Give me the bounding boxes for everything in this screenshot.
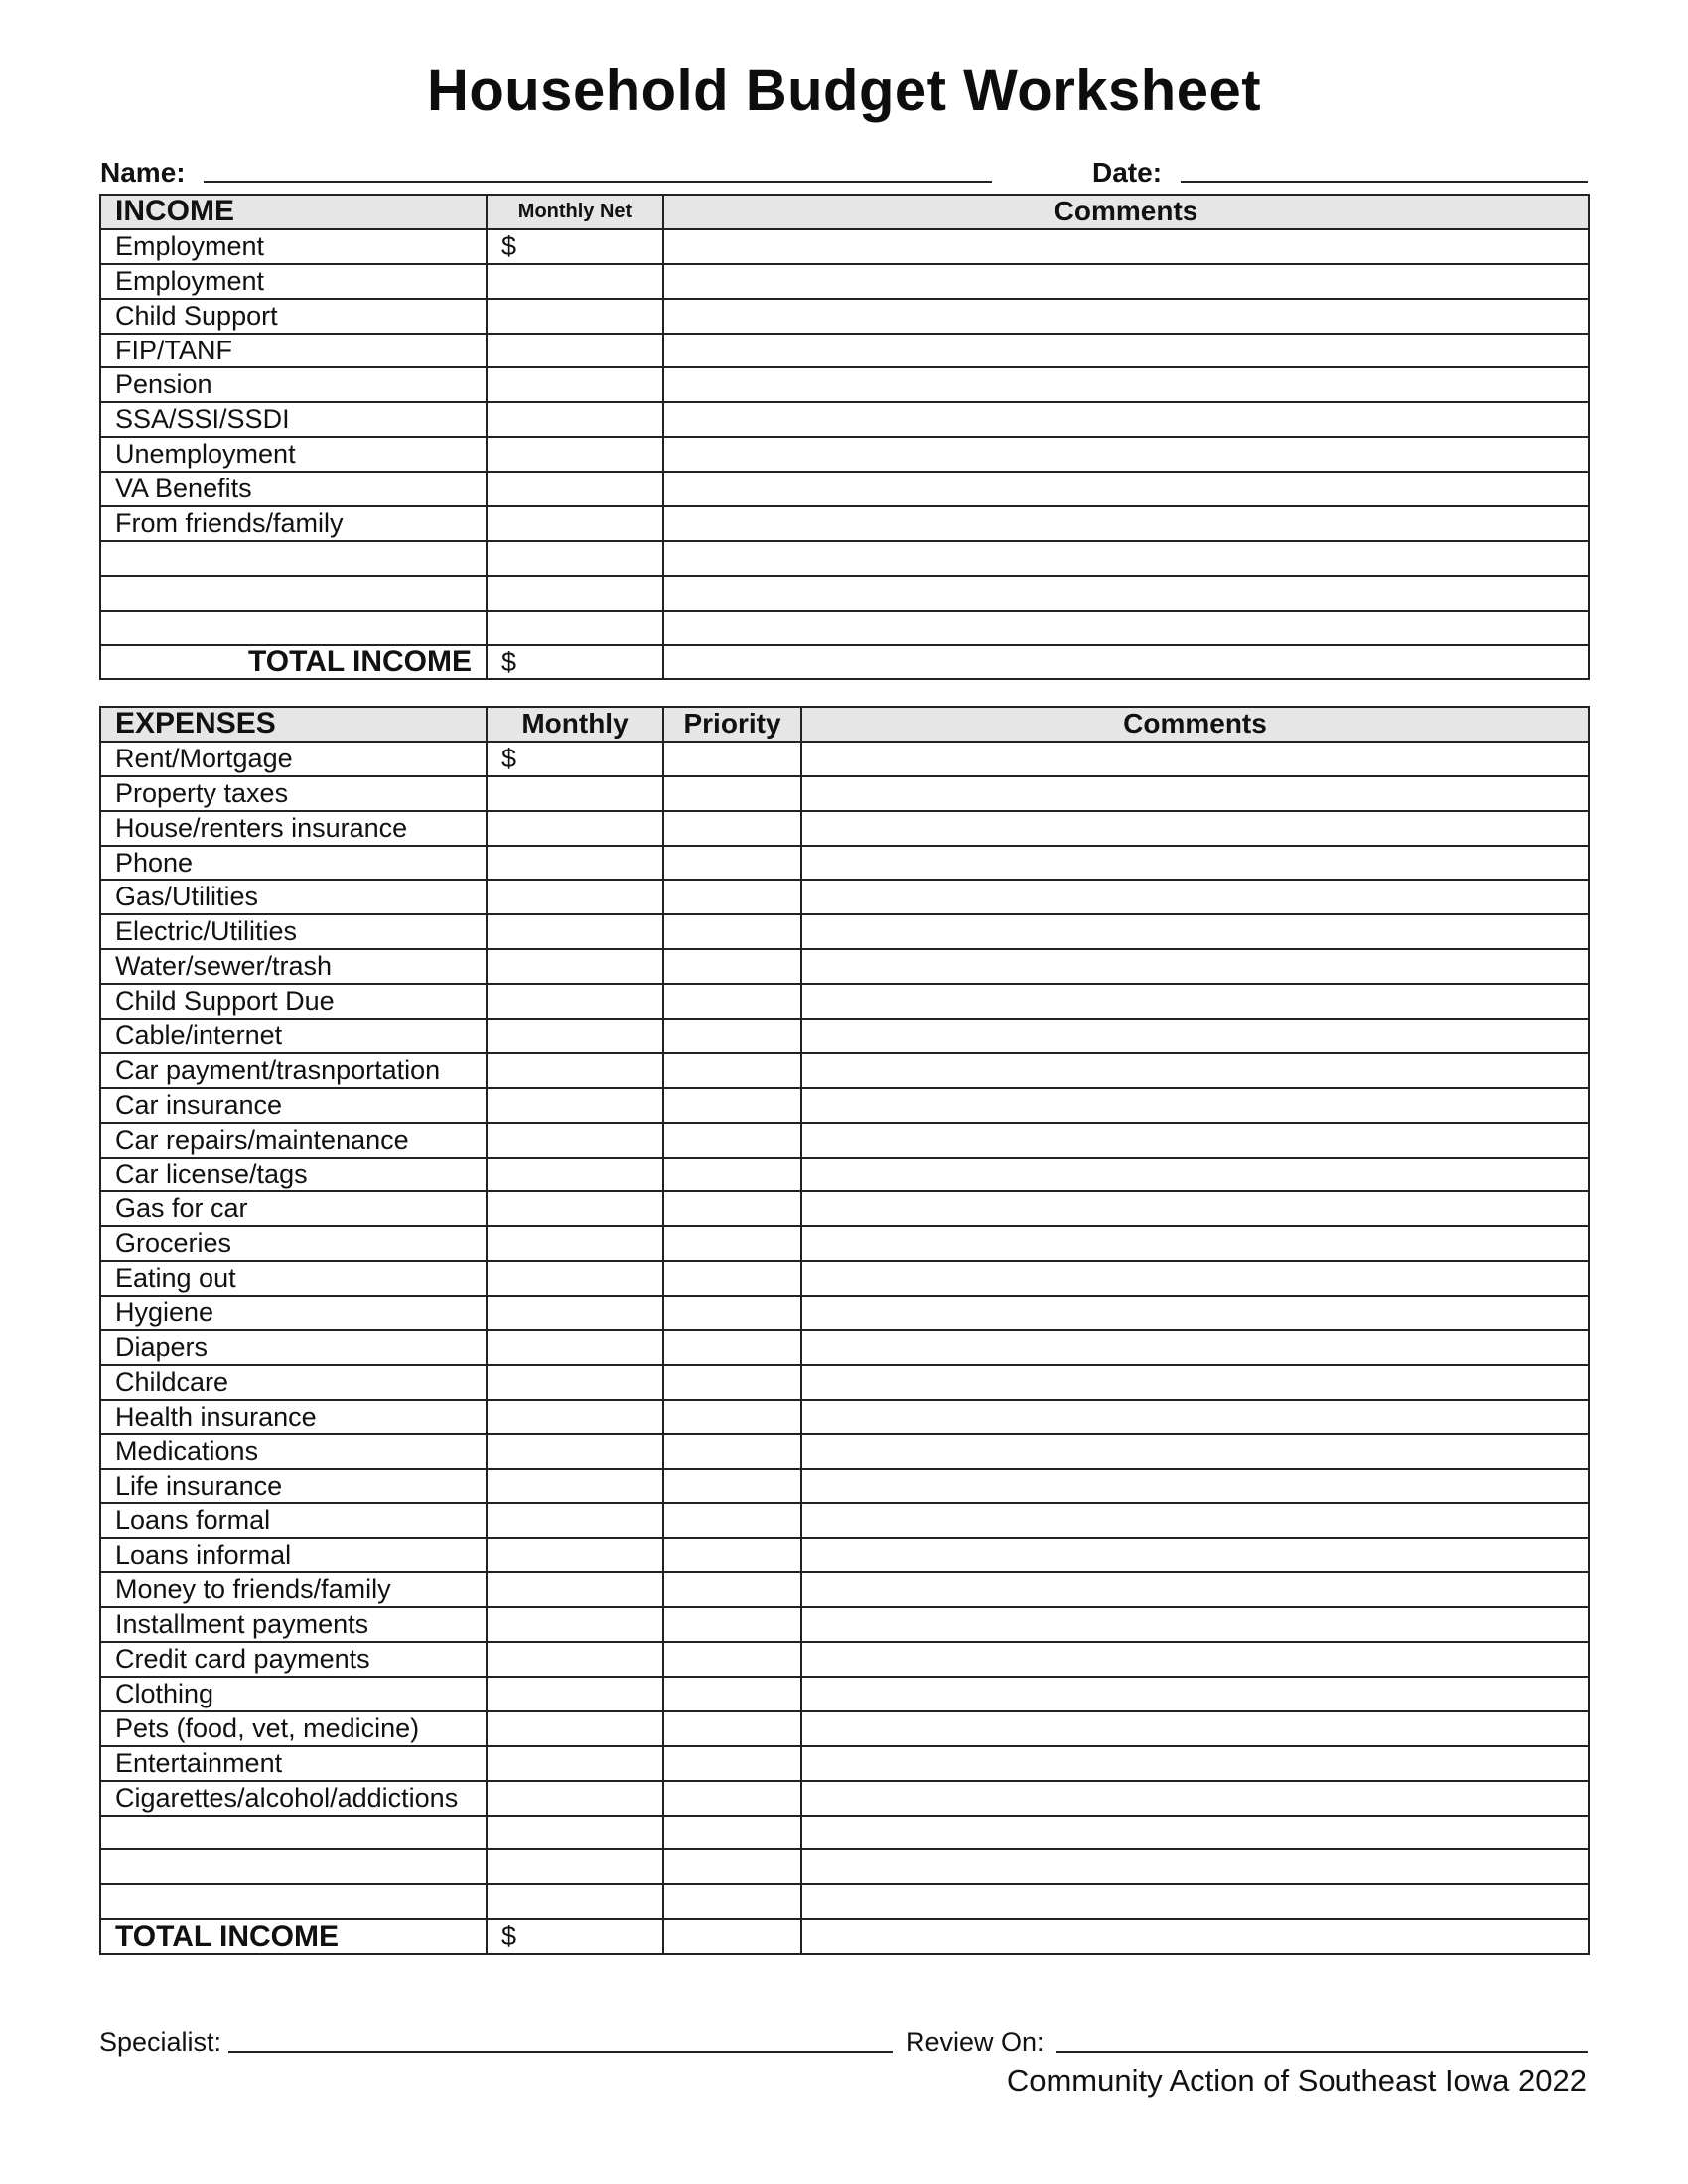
expense-row-label: Hygiene — [100, 1296, 487, 1330]
expense-priority-field[interactable] — [663, 1434, 801, 1469]
expense-comments-field[interactable] — [801, 1711, 1589, 1746]
expense-row — [100, 1296, 1589, 1330]
expense-row-label: Pets (food, vet, medicine) — [100, 1711, 487, 1746]
expense-row — [100, 1711, 1589, 1746]
expense-amount-field[interactable] — [487, 1019, 663, 1053]
expenses-section-label: EXPENSES — [100, 707, 487, 742]
expense-comments-field[interactable] — [801, 1019, 1589, 1053]
footer-organization: Community Action of Southeast Iowa 2022 — [1006, 2063, 1587, 2098]
expense-row-label: Electric/Utilities — [100, 914, 487, 949]
expense-row — [100, 1816, 1589, 1850]
expense-comments-field[interactable] — [801, 1296, 1589, 1330]
expense-amount-field[interactable] — [487, 1434, 663, 1469]
income-row-label: Unemployment — [100, 437, 487, 472]
expense-row-label: Diapers — [100, 1330, 487, 1365]
expense-row — [100, 914, 1589, 949]
expenses-header-row — [100, 707, 1589, 742]
expense-row — [100, 949, 1589, 984]
income-row-label: From friends/family — [100, 506, 487, 541]
expense-row-label: Groceries — [100, 1226, 487, 1261]
expense-row — [100, 1781, 1589, 1816]
income-row-label: VA Benefits — [100, 472, 487, 506]
expense-amount-field[interactable] — [487, 1781, 663, 1816]
expense-row-label: Loans formal — [100, 1503, 487, 1538]
expense-row-label — [100, 1816, 487, 1850]
expense-row-label: Gas for car — [100, 1191, 487, 1226]
expense-priority-field[interactable] — [663, 1538, 801, 1572]
expense-priority-field[interactable] — [663, 1158, 801, 1192]
income-amount-field[interactable] — [487, 264, 663, 299]
expense-row — [100, 1330, 1589, 1365]
income-amount-field[interactable] — [487, 472, 663, 506]
expense-comments-field[interactable] — [801, 742, 1589, 776]
expense-comments-field[interactable] — [801, 776, 1589, 811]
expense-row-label: Installment payments — [100, 1607, 487, 1642]
name-field[interactable] — [204, 181, 992, 183]
expense-comments-field[interactable] — [801, 1158, 1589, 1192]
expense-total-label: TOTAL INCOME — [100, 1919, 487, 1954]
date-field[interactable] — [1181, 181, 1588, 183]
income-comments-field[interactable] — [663, 367, 1589, 402]
expense-amount-field[interactable] — [487, 1053, 663, 1088]
expense-row — [100, 776, 1589, 811]
expense-row — [100, 1642, 1589, 1677]
expense-amount-field[interactable] — [487, 1884, 663, 1919]
income-amount-field[interactable] — [487, 367, 663, 402]
expense-row — [100, 1746, 1589, 1781]
expense-amount-field[interactable] — [487, 811, 663, 846]
expense-row — [100, 984, 1589, 1019]
date-label: Date: — [1092, 157, 1163, 188]
expense-row-label: Health insurance — [100, 1400, 487, 1434]
expense-priority-field[interactable] — [663, 1191, 801, 1226]
income-amount-field[interactable] — [487, 541, 663, 576]
expense-amount-field[interactable] — [487, 1365, 663, 1400]
income-row-label: Pension — [100, 367, 487, 402]
expense-row — [100, 742, 1589, 776]
expense-row-label — [100, 1849, 487, 1884]
expense-amount-field[interactable] — [487, 846, 663, 881]
income-amount-field[interactable] — [487, 437, 663, 472]
income-row — [100, 402, 1589, 437]
expense-comments-field[interactable] — [801, 1642, 1589, 1677]
income-row-label: SSA/SSI/SSDI — [100, 402, 487, 437]
expense-comments-field[interactable] — [801, 880, 1589, 914]
expense-priority-field[interactable] — [663, 1123, 801, 1158]
expense-row-label: Car insurance — [100, 1088, 487, 1123]
expense-comments-field[interactable] — [801, 984, 1589, 1019]
expense-priority-field[interactable] — [663, 1503, 801, 1538]
expense-priority-field[interactable] — [663, 742, 801, 776]
expense-row — [100, 846, 1589, 881]
income-row-label — [100, 576, 487, 611]
expense-row-label: Water/sewer/trash — [100, 949, 487, 984]
expense-priority-field[interactable] — [663, 1019, 801, 1053]
monthly-header: Monthly — [487, 707, 663, 742]
expense-row — [100, 1607, 1589, 1642]
expense-total-amount-field[interactable]: $ — [487, 1919, 663, 1954]
expense-amount-field[interactable] — [487, 1191, 663, 1226]
expense-row — [100, 1226, 1589, 1261]
income-comments-field[interactable] — [663, 472, 1589, 506]
expense-comments-field[interactable] — [801, 1849, 1589, 1884]
expense-comments-field[interactable] — [801, 1400, 1589, 1434]
expense-row — [100, 1365, 1589, 1400]
income-row — [100, 334, 1589, 368]
expense-row-label: Clothing — [100, 1677, 487, 1711]
expense-priority-field[interactable] — [663, 1711, 801, 1746]
expense-priority-field[interactable] — [663, 1642, 801, 1677]
expense-comments-field[interactable] — [801, 1434, 1589, 1469]
expense-priority-field[interactable] — [663, 846, 801, 881]
expense-amount-field[interactable]: $ — [487, 742, 663, 776]
expense-amount-field[interactable] — [487, 1572, 663, 1607]
expense-amount-field[interactable] — [487, 1677, 663, 1711]
expense-priority-field[interactable] — [663, 811, 801, 846]
monthly-net-header: Monthly Net — [487, 195, 663, 229]
expense-amount-field[interactable] — [487, 1746, 663, 1781]
expense-row-label: Credit card payments — [100, 1642, 487, 1677]
expense-row-label: Phone — [100, 846, 487, 881]
expense-comments-field[interactable] — [801, 1781, 1589, 1816]
expense-amount-field[interactable] — [487, 1400, 663, 1434]
expense-row-label: Child Support Due — [100, 984, 487, 1019]
expense-row — [100, 1191, 1589, 1226]
name-label: Name: — [100, 157, 186, 188]
income-comments-header: Comments — [663, 195, 1589, 229]
income-comments-field[interactable] — [663, 334, 1589, 368]
expense-priority-field[interactable] — [663, 1607, 801, 1642]
income-row-label: Employment — [100, 229, 487, 264]
expense-row-label: Gas/Utilities — [100, 880, 487, 914]
expense-comments-field[interactable] — [801, 949, 1589, 984]
expense-row — [100, 1434, 1589, 1469]
expense-priority-field[interactable] — [663, 1816, 801, 1850]
expense-priority-field[interactable] — [663, 776, 801, 811]
expense-priority-field[interactable] — [663, 1572, 801, 1607]
expense-row — [100, 1088, 1589, 1123]
expense-amount-field[interactable] — [487, 776, 663, 811]
income-row — [100, 472, 1589, 506]
expense-amount-field[interactable] — [487, 880, 663, 914]
income-row — [100, 541, 1589, 576]
expense-priority-field[interactable] — [663, 949, 801, 984]
expense-priority-field[interactable] — [663, 1469, 801, 1504]
income-row — [100, 264, 1589, 299]
expense-row-label: Loans informal — [100, 1538, 487, 1572]
expense-row — [100, 1849, 1589, 1884]
expense-row — [100, 1019, 1589, 1053]
expense-priority-field[interactable] — [663, 1330, 801, 1365]
income-section-label: INCOME — [100, 195, 487, 229]
expense-row-label — [100, 1884, 487, 1919]
expense-row — [100, 1503, 1589, 1538]
expense-priority-field[interactable] — [663, 1746, 801, 1781]
expenses-comments-header: Comments — [801, 707, 1589, 742]
review-on-label: Review On: — [906, 2027, 1045, 2057]
expense-comments-field[interactable] — [801, 1469, 1589, 1504]
expense-priority-field[interactable] — [663, 1365, 801, 1400]
expense-row — [100, 1053, 1589, 1088]
expense-priority-field[interactable] — [663, 1849, 801, 1884]
expense-total-row — [100, 1919, 1589, 1954]
expense-row-label: Car license/tags — [100, 1158, 487, 1192]
page-title: Household Budget Worksheet — [426, 59, 1262, 123]
income-row — [100, 367, 1589, 402]
income-amount-field[interactable] — [487, 334, 663, 368]
expense-priority-field[interactable] — [663, 1400, 801, 1434]
expense-row — [100, 1677, 1589, 1711]
total-income-amount-field[interactable]: $ — [487, 645, 663, 680]
expense-comments-field[interactable] — [801, 1261, 1589, 1296]
expense-row-label: Cable/internet — [100, 1019, 487, 1053]
expense-row-label: Entertainment — [100, 1746, 487, 1781]
expense-comments-field[interactable] — [801, 1746, 1589, 1781]
expense-priority-field[interactable] — [663, 1088, 801, 1123]
specialist-label: Specialist: — [99, 2027, 222, 2057]
income-total-row — [100, 645, 1589, 680]
expense-row-label: Cigarettes/alcohol/addictions — [100, 1781, 487, 1816]
income-comments-field[interactable] — [663, 299, 1589, 334]
expense-priority-field[interactable] — [663, 1261, 801, 1296]
expense-comments-field[interactable] — [801, 1365, 1589, 1400]
expense-amount-field[interactable] — [487, 1503, 663, 1538]
income-row — [100, 437, 1589, 472]
expense-amount-field[interactable] — [487, 1330, 663, 1365]
expense-comments-field[interactable] — [801, 1572, 1589, 1607]
expense-amount-field[interactable] — [487, 1711, 663, 1746]
income-comments-field[interactable] — [663, 541, 1589, 576]
income-row-label — [100, 611, 487, 645]
expense-row — [100, 1572, 1589, 1607]
income-amount-field[interactable] — [487, 402, 663, 437]
income-row-label — [100, 541, 487, 576]
expense-comments-field[interactable] — [801, 1607, 1589, 1642]
expense-row-label: Eating out — [100, 1261, 487, 1296]
expense-comments-field[interactable] — [801, 1191, 1589, 1226]
expense-total-comments-field[interactable] — [801, 1919, 1589, 1954]
expense-amount-field[interactable] — [487, 1226, 663, 1261]
income-comments-field[interactable] — [663, 576, 1589, 611]
expense-priority-field[interactable] — [663, 984, 801, 1019]
expense-comments-field[interactable] — [801, 914, 1589, 949]
expense-row-label: Life insurance — [100, 1469, 487, 1504]
income-comments-field[interactable] — [663, 506, 1589, 541]
expense-row-label: Childcare — [100, 1365, 487, 1400]
expense-row-label: House/renters insurance — [100, 811, 487, 846]
income-comments-field[interactable] — [663, 402, 1589, 437]
income-amount-field[interactable] — [487, 576, 663, 611]
specialist-field[interactable] — [228, 2051, 893, 2053]
expense-comments-field[interactable] — [801, 1884, 1589, 1919]
expense-priority-field[interactable] — [663, 914, 801, 949]
total-income-comments-field[interactable] — [663, 645, 1589, 680]
expense-comments-field[interactable] — [801, 1226, 1589, 1261]
expense-comments-field[interactable] — [801, 1538, 1589, 1572]
income-row-label: FIP/TANF — [100, 334, 487, 368]
total-income-label: TOTAL INCOME — [100, 645, 487, 680]
expense-amount-field[interactable] — [487, 1158, 663, 1192]
review-on-field[interactable] — [1056, 2051, 1588, 2053]
income-table — [99, 194, 1590, 680]
expense-priority-field[interactable] — [663, 1884, 801, 1919]
expense-priority-field[interactable] — [663, 1226, 801, 1261]
expense-comments-field[interactable] — [801, 1816, 1589, 1850]
expense-comments-field[interactable] — [801, 1123, 1589, 1158]
expense-amount-field[interactable] — [487, 1296, 663, 1330]
expense-priority-field[interactable] — [663, 1677, 801, 1711]
expense-amount-field[interactable] — [487, 1642, 663, 1677]
expenses-table — [99, 706, 1590, 1955]
expense-priority-field[interactable] — [663, 1296, 801, 1330]
income-row — [100, 229, 1589, 264]
expense-priority-field[interactable] — [663, 880, 801, 914]
expense-comments-field[interactable] — [801, 1503, 1589, 1538]
expense-amount-field[interactable] — [487, 1849, 663, 1884]
expense-row — [100, 1261, 1589, 1296]
priority-header: Priority — [663, 707, 801, 742]
income-row — [100, 576, 1589, 611]
expense-row — [100, 1400, 1589, 1434]
income-header-row — [100, 195, 1589, 229]
expense-row-label: Money to friends/family — [100, 1572, 487, 1607]
income-amount-field[interactable] — [487, 506, 663, 541]
expense-row-label: Rent/Mortgage — [100, 742, 487, 776]
expense-comments-field[interactable] — [801, 1053, 1589, 1088]
expense-amount-field[interactable] — [487, 1538, 663, 1572]
income-comments-field[interactable] — [663, 229, 1589, 264]
expense-amount-field[interactable] — [487, 1469, 663, 1504]
income-row-label: Child Support — [100, 299, 487, 334]
expense-row — [100, 1884, 1589, 1919]
income-amount-field[interactable] — [487, 299, 663, 334]
income-amount-field[interactable]: $ — [487, 229, 663, 264]
expense-comments-field[interactable] — [801, 1088, 1589, 1123]
expense-amount-field[interactable] — [487, 1123, 663, 1158]
expense-row-label: Medications — [100, 1434, 487, 1469]
income-comments-field[interactable] — [663, 611, 1589, 645]
income-amount-field[interactable] — [487, 611, 663, 645]
expense-row-label: Car repairs/maintenance — [100, 1123, 487, 1158]
expense-amount-field[interactable] — [487, 949, 663, 984]
expense-comments-field[interactable] — [801, 1330, 1589, 1365]
expense-row-label: Property taxes — [100, 776, 487, 811]
expense-comments-field[interactable] — [801, 846, 1589, 881]
expense-row — [100, 880, 1589, 914]
expense-priority-field[interactable] — [663, 1053, 801, 1088]
income-row — [100, 506, 1589, 541]
income-row — [100, 611, 1589, 645]
expense-row — [100, 811, 1589, 846]
expense-row — [100, 1469, 1589, 1504]
expense-row — [100, 1538, 1589, 1572]
expense-priority-field[interactable] — [663, 1781, 801, 1816]
income-row — [100, 299, 1589, 334]
expense-row — [100, 1158, 1589, 1192]
expense-comments-field[interactable] — [801, 811, 1589, 846]
expense-amount-field[interactable] — [487, 984, 663, 1019]
expense-amount-field[interactable] — [487, 1261, 663, 1296]
expense-amount-field[interactable] — [487, 1088, 663, 1123]
expense-total-priority-field[interactable] — [663, 1919, 801, 1954]
expense-row — [100, 1123, 1589, 1158]
expense-amount-field[interactable] — [487, 1816, 663, 1850]
income-comments-field[interactable] — [663, 437, 1589, 472]
income-row-label: Employment — [100, 264, 487, 299]
expense-comments-field[interactable] — [801, 1677, 1589, 1711]
expense-amount-field[interactable] — [487, 1607, 663, 1642]
expense-row-label: Car payment/trasnportation — [100, 1053, 487, 1088]
expense-amount-field[interactable] — [487, 914, 663, 949]
income-comments-field[interactable] — [663, 264, 1589, 299]
